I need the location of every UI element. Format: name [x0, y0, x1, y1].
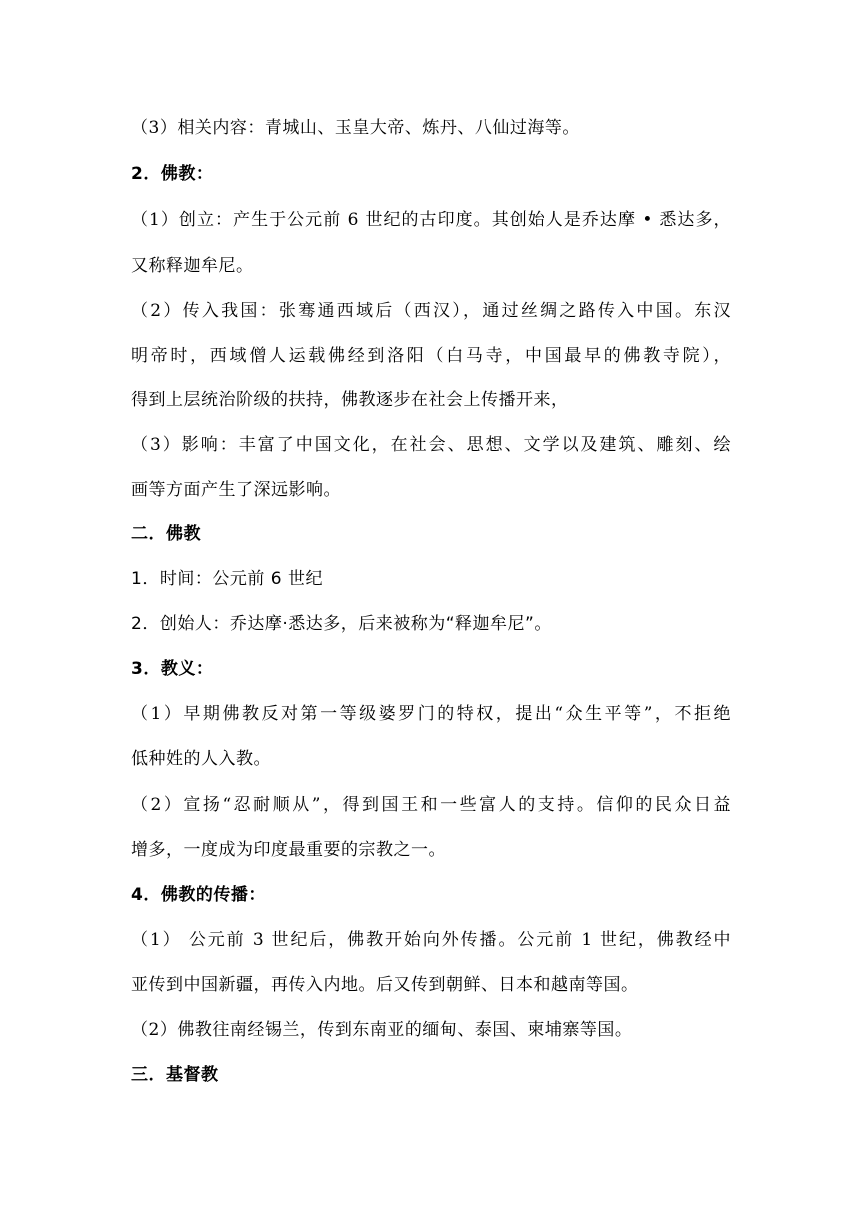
text-line: 1．时间：公元前 6 世纪	[131, 569, 323, 589]
text-line: 2．创始人：乔达摩·悉达多，后来被称为“释迦牟尼”。	[131, 614, 552, 634]
text-line: （2）传入我国：张骞通西域后（西汉），通过丝绸之路传入中国。东汉	[131, 301, 731, 321]
section-heading: 2．佛教：	[131, 164, 214, 184]
section-heading: 4．佛教的传播：	[131, 885, 266, 905]
text-line: （3）影响：丰富了中国文化，在社会、思想、文学以及建筑、雕刻、绘	[131, 435, 731, 455]
text-line: 增多，一度成为印度最重要的宗教之一。	[131, 840, 446, 860]
text-line: （1）创立：产生于公元前 6 世纪的古印度。其创始人是乔达摩 • 悉达多，	[131, 210, 731, 230]
text-line: 低种姓的人入教。	[131, 749, 271, 769]
text-line: （3）相关内容：青城山、玉皇大帝、炼丹、八仙过海等。	[131, 118, 580, 138]
text-line: 得到上层统治阶级的扶持，佛教逐步在社会上传播开来，	[131, 390, 569, 410]
text-line: 明帝时，西域僧人运载佛经到洛阳（白马寺，中国最早的佛教寺院），	[131, 346, 731, 366]
section-heading: 二．佛教	[131, 524, 201, 544]
text-line: 画等方面产生了深远影响。	[131, 480, 341, 500]
text-line: 又称释迦牟尼。	[131, 256, 254, 276]
text-line: （2）宣扬“忍耐顺从”，得到国王和一些富人的支持。信仰的民众日益	[131, 795, 731, 815]
text-line: 亚传到中国新疆，再传入内地。后又传到朝鲜、日本和越南等国。	[131, 975, 639, 995]
text-line: （1）早期佛教反对第一等级婆罗门的特权，提出“众生平等”，不拒绝	[131, 704, 731, 724]
section-heading: 3．教义：	[131, 659, 214, 679]
section-heading: 三．基督教	[131, 1065, 219, 1085]
text-line: （1） 公元前 3 世纪后，佛教开始向外传播。公元前 1 世纪，佛教经中	[131, 930, 731, 950]
text-line: （2）佛教往南经锡兰，传到东南亚的缅甸、泰国、柬埔寨等国。	[131, 1020, 633, 1040]
